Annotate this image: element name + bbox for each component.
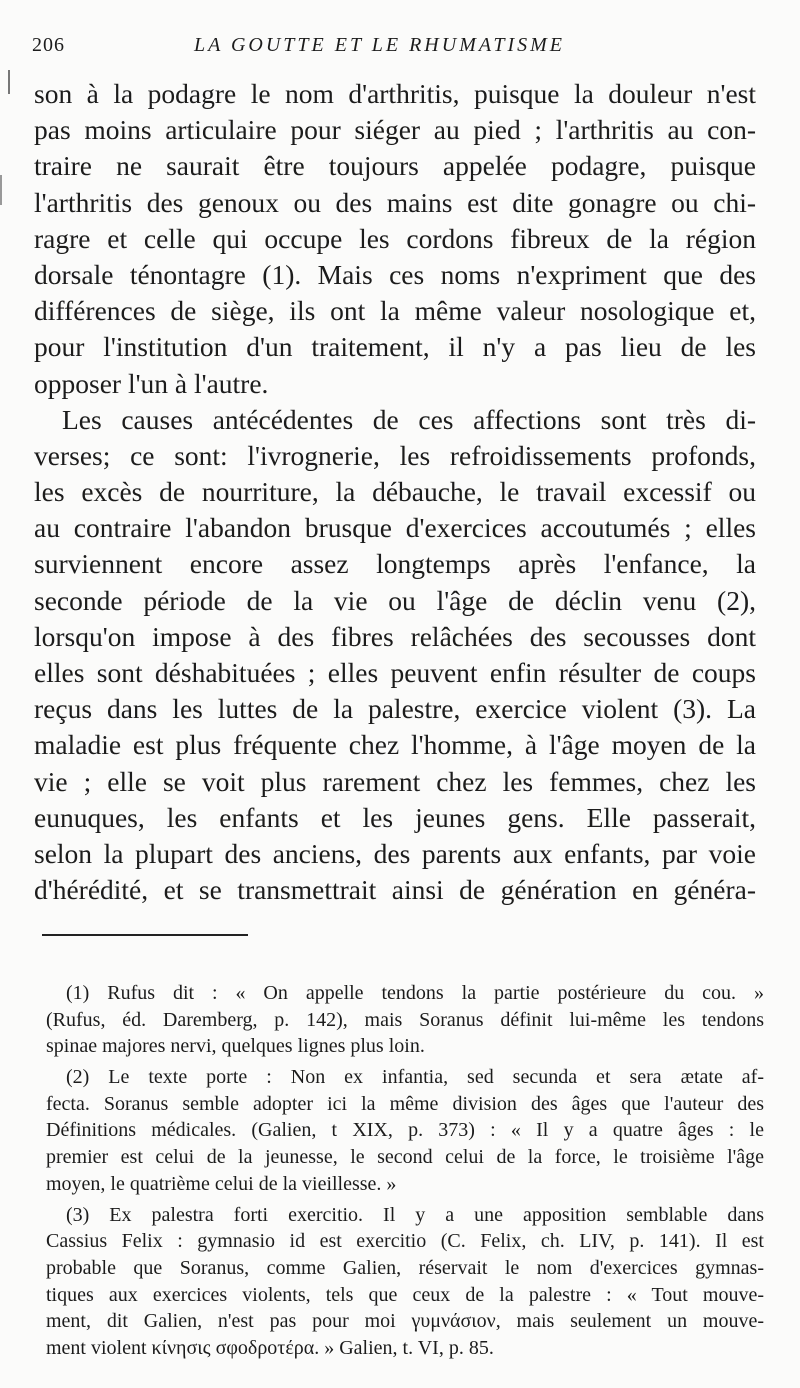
footnote-line: probable que Soranus, comme Galien, réservait le nom d'exercices gymnas- <box>46 1256 764 1279</box>
text-line: ragre et celle qui occupe les cordons fibreux de la région <box>34 222 756 254</box>
footnote-line: (3) Ex palestra forti exercitio. Il y a une apposition semblable dans <box>66 1203 764 1226</box>
running-title: LA GOUTTE ET LE RHUMATISME <box>194 34 565 56</box>
footnote-line: premier est celui de la jeunesse, le second celui de la force, le troisième l'âge <box>46 1146 764 1169</box>
footnote-separator <box>42 934 248 936</box>
page-number: 206 <box>32 34 65 56</box>
text-line: surviennent encore assez longtemps après l'enfance, la <box>34 548 756 580</box>
text-line: eunuques, les enfants et les jeunes gens. Elle passerait, <box>34 801 756 833</box>
footnote-line: moyen, le quatrième celui de la vieillesse. » <box>46 1172 397 1195</box>
text-line: d'hérédité, et se transmettrait ainsi de génération en généra- <box>34 874 756 906</box>
footnote-line: ment violent κίνησις σφοδροτέρα. » Galien, t. VI, p. 85. <box>46 1336 494 1359</box>
page-header <box>32 34 758 64</box>
text-line: les excès de nourriture, la débauche, le travail excessif ou <box>34 476 756 508</box>
text-line: seconde période de la vie ou l'âge de déclin venu (2), <box>34 584 756 616</box>
text-line: reçus dans les luttes de la palestre, exercice violent (3). La <box>34 693 756 725</box>
text-line: au contraire l'abandon brusque d'exercices accoutumés ; elles <box>34 512 756 544</box>
footnote-line: tiques aux exercices violents, tels que ceux de la palestre : « Tout mouve- <box>46 1283 764 1306</box>
main-text <box>34 76 756 908</box>
text-line: vie ; elle se voit plus rarement chez les femmes, chez les <box>34 765 756 797</box>
text-line: maladie est plus fréquente chez l'homme, à l'âge moyen de la <box>34 729 756 761</box>
text-line: lorsqu'on impose à des fibres relâchées des secousses dont <box>34 620 756 652</box>
footnote-line: (Rufus, éd. Daremberg, p. 142), mais Soranus définit lui-même les tendons <box>46 1008 764 1031</box>
footnotes <box>46 980 764 1362</box>
text-line: selon la plupart des anciens, des parents aux enfants, par voie <box>34 837 756 869</box>
footnote-line: Définitions médicales. (Galien, t XIX, p. 373) : « Il y a quatre âges : le <box>46 1119 764 1142</box>
footnote-line: (1) Rufus dit : « On appelle tendons la partie postérieure du cou. » <box>66 982 764 1004</box>
text-line: pas moins articulaire pour siéger au pied ; l'arthritis au con- <box>34 114 756 146</box>
text-line: verses; ce sont: l'ivrognerie, les refroidissements profonds, <box>34 439 756 471</box>
text-line: pour l'institution d'un traitement, il n'y a pas lieu de les <box>34 331 756 363</box>
footnote-line: Cassius Felix : gymnasio id est exercitio (C. Felix, ch. LIV, p. 141). Il est <box>46 1230 764 1253</box>
footnote-line: ment, dit Galien, n'est pas pour moi γυμνάσιον, mais seulement un mouve- <box>46 1310 764 1333</box>
footnote-line: spinae majores nervi, quelques lignes plus loin. <box>46 1035 425 1058</box>
text-line: opposer l'un à l'autre. <box>34 367 269 399</box>
text-line: dorsale ténontagre (1). Mais ces noms n'expriment que des <box>34 258 756 290</box>
scan-edge-mark <box>0 175 2 205</box>
text-line: elles sont déshabituées ; elles peuvent enfin résulter de coups <box>34 657 756 688</box>
footnote-line: fecta. Soranus semble adopter ici la même division des âges que l'auteur des <box>46 1092 764 1115</box>
text-line: l'arthritis des genoux ou des mains est dite gonagre ou chi- <box>34 186 756 218</box>
scan-edge-mark <box>8 70 10 94</box>
text-line: son à la podagre le nom d'arthritis, puisque la douleur n'est <box>34 78 756 109</box>
text-line: Les causes antécédentes de ces affections sont très di- <box>62 403 756 435</box>
text-line: traire ne saurait être toujours appelée podagre, puisque <box>34 150 756 182</box>
footnote-line: (2) Le texte porte : Non ex infantia, sed secunda et sera ætate af- <box>66 1066 764 1089</box>
text-line: différences de siège, ils ont la même valeur nosologique et, <box>34 295 756 327</box>
